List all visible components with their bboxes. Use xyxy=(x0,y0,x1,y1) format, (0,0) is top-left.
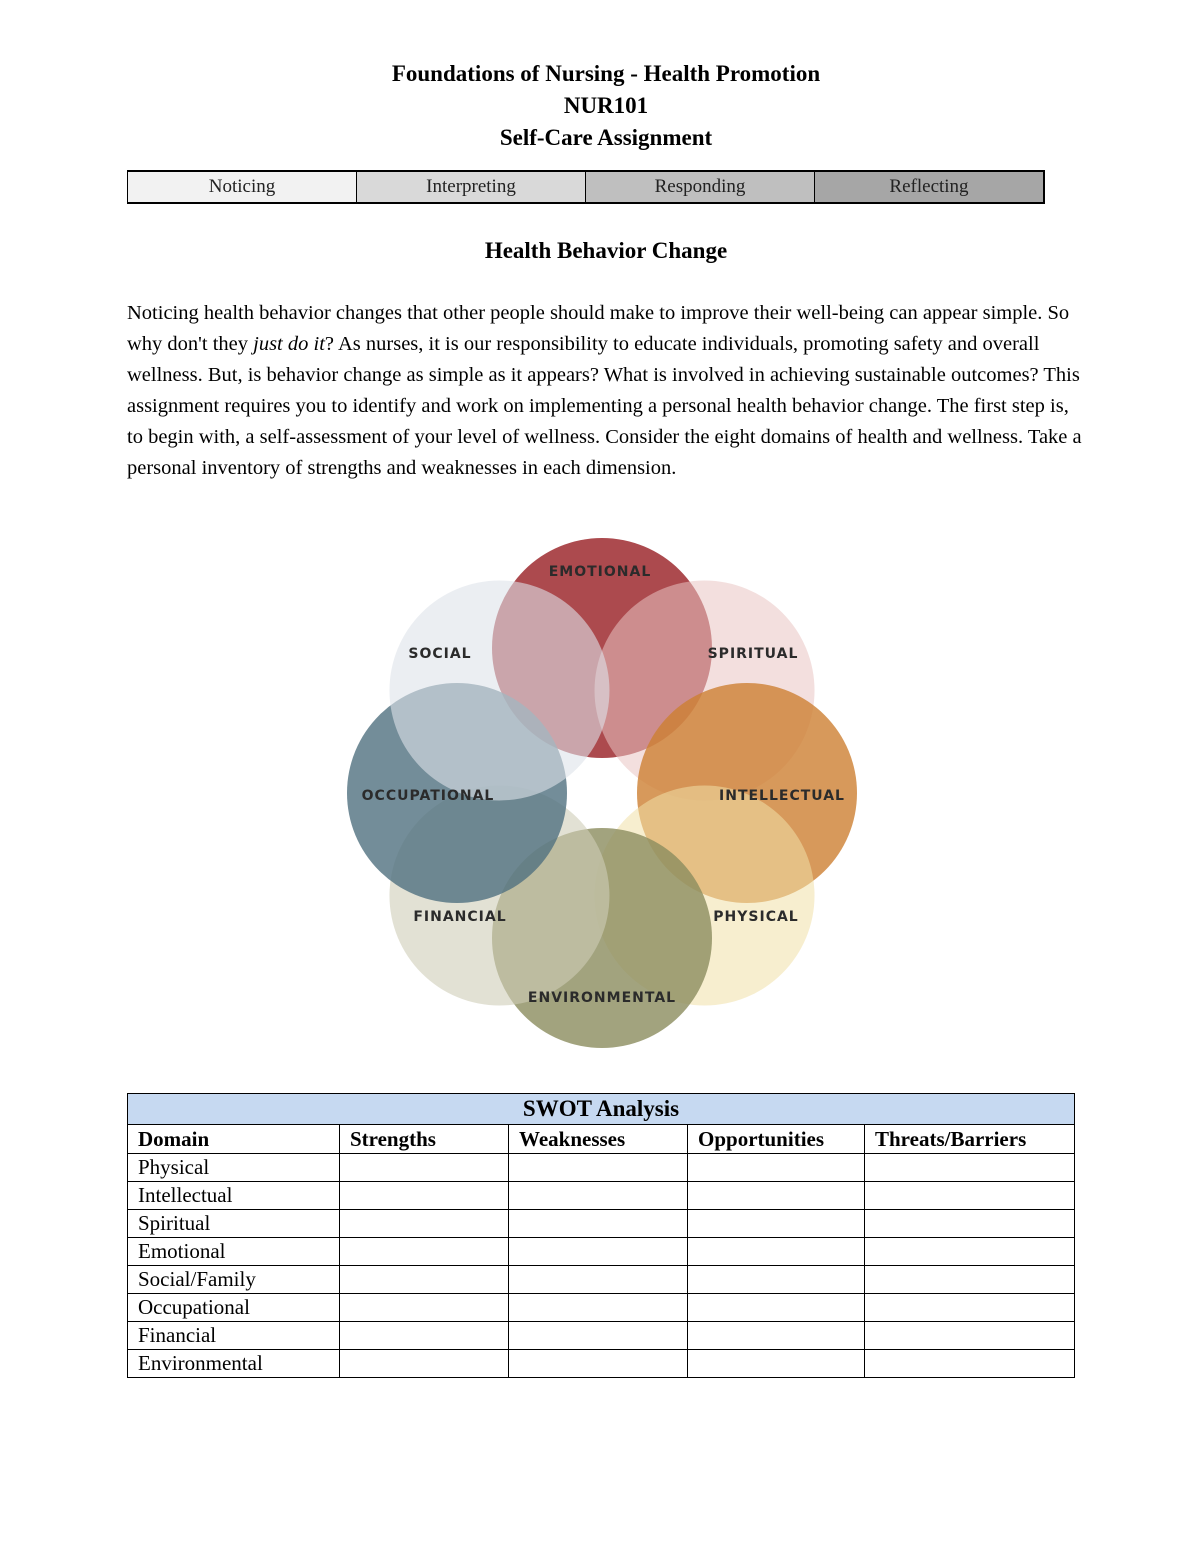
clinical-judgment-stages xyxy=(127,170,1045,204)
wheel-label-environmental: ENVIRONMENTAL xyxy=(527,990,677,1006)
table-row xyxy=(128,1154,1075,1182)
threats-cell[interactable] xyxy=(865,1294,1075,1322)
threats-cell[interactable] xyxy=(865,1238,1075,1266)
strengths-cell[interactable] xyxy=(340,1266,509,1294)
weaknesses-cell[interactable] xyxy=(509,1294,688,1322)
table-row xyxy=(128,1294,1075,1322)
column-header-weaknesses: Weaknesses xyxy=(509,1125,688,1154)
opportunities-cell[interactable] xyxy=(688,1154,865,1182)
column-header-domain: Domain xyxy=(128,1125,340,1154)
domain-cell: Environmental xyxy=(128,1350,340,1378)
table-row xyxy=(128,1182,1075,1210)
threats-cell[interactable] xyxy=(865,1350,1075,1378)
strengths-cell[interactable] xyxy=(340,1154,509,1182)
stage-interpreting: Interpreting xyxy=(356,172,585,202)
weaknesses-cell[interactable] xyxy=(509,1210,688,1238)
weaknesses-cell[interactable] xyxy=(509,1266,688,1294)
opportunities-cell[interactable] xyxy=(688,1210,865,1238)
threats-cell[interactable] xyxy=(865,1154,1075,1182)
wheel-label-financial: FINANCIAL xyxy=(413,909,507,925)
table-row xyxy=(128,1266,1075,1294)
domain-cell: Occupational xyxy=(128,1294,340,1322)
opportunities-cell[interactable] xyxy=(688,1322,865,1350)
swot-title: SWOT Analysis xyxy=(128,1094,1075,1125)
column-header-threats: Threats/Barriers xyxy=(865,1125,1075,1154)
stage-noticing: Noticing xyxy=(128,172,356,202)
weaknesses-cell[interactable] xyxy=(509,1154,688,1182)
strengths-cell[interactable] xyxy=(340,1210,509,1238)
opportunities-cell[interactable] xyxy=(688,1350,865,1378)
table-row xyxy=(128,1322,1075,1350)
column-header-opportunities: Opportunities xyxy=(688,1125,865,1154)
opportunities-cell[interactable] xyxy=(688,1266,865,1294)
threats-cell[interactable] xyxy=(865,1266,1075,1294)
table-row xyxy=(128,1350,1075,1378)
domain-cell: Emotional xyxy=(128,1238,340,1266)
strengths-cell[interactable] xyxy=(340,1238,509,1266)
stage-reflecting: Reflecting xyxy=(814,172,1043,202)
assignment-title: Self-Care Assignment xyxy=(499,125,713,150)
intro-paragraph xyxy=(127,298,1087,484)
table-row xyxy=(128,1238,1075,1266)
wheel-label-emotional: EMOTIONAL xyxy=(548,564,652,580)
document-header xyxy=(0,58,1200,154)
paragraph-text-1: Noticing health behavior changes that other people should make to improve their well-being can appear simple. So why don't they xyxy=(127,302,1070,355)
swot-table xyxy=(127,1093,1075,1378)
wheel-circle-social xyxy=(389,580,609,800)
paragraph-text-2: ? As nurses, it is our responsibility to educate individuals, promoting safety and overall wellness. But, is behavior change as simple as it appears? What is involved in achieving sustainable outcomes? This assignment requires you to identify and work on implementing a personal health behavior change. The first step is, to begin with, a self-assessment of your level of wellness. Consider the eight domains of health and wellness. Take a personal inventory of strengths and weaknesses in each dimension. xyxy=(127,333,1082,479)
strengths-cell[interactable] xyxy=(340,1182,509,1210)
stage-responding: Responding xyxy=(585,172,814,202)
wheel-label-intellectual: INTELLECTUAL xyxy=(719,788,845,804)
wheel-label-spiritual: SPIRITUAL xyxy=(707,646,799,662)
domain-cell: Physical xyxy=(128,1154,340,1182)
weaknesses-cell[interactable] xyxy=(509,1350,688,1378)
swot-header-row xyxy=(128,1125,1075,1154)
weaknesses-cell[interactable] xyxy=(509,1238,688,1266)
paragraph-emphasis: just do it xyxy=(253,333,325,355)
opportunities-cell[interactable] xyxy=(688,1294,865,1322)
wheel-label-physical: PHYSICAL xyxy=(713,909,799,925)
domain-cell: Social/Family xyxy=(128,1266,340,1294)
strengths-cell[interactable] xyxy=(340,1322,509,1350)
weaknesses-cell[interactable] xyxy=(509,1182,688,1210)
column-header-strengths: Strengths xyxy=(340,1125,509,1154)
threats-cell[interactable] xyxy=(865,1322,1075,1350)
opportunities-cell[interactable] xyxy=(688,1182,865,1210)
table-row xyxy=(128,1210,1075,1238)
strengths-cell[interactable] xyxy=(340,1294,509,1322)
domain-cell: Intellectual xyxy=(128,1182,340,1210)
wheel-label-social: SOCIAL xyxy=(408,646,472,662)
section-title: Health Behavior Change xyxy=(484,238,728,263)
weaknesses-cell[interactable] xyxy=(509,1322,688,1350)
course-title: Foundations of Nursing - Health Promotion xyxy=(391,61,821,86)
domain-cell: Spiritual xyxy=(128,1210,340,1238)
wellness-wheel-diagram xyxy=(340,528,870,1048)
threats-cell[interactable] xyxy=(865,1182,1075,1210)
opportunities-cell[interactable] xyxy=(688,1238,865,1266)
strengths-cell[interactable] xyxy=(340,1350,509,1378)
course-code: NUR101 xyxy=(563,93,649,118)
domain-cell: Financial xyxy=(128,1322,340,1350)
threats-cell[interactable] xyxy=(865,1210,1075,1238)
wheel-label-occupational: OCCUPATIONAL xyxy=(361,788,495,804)
